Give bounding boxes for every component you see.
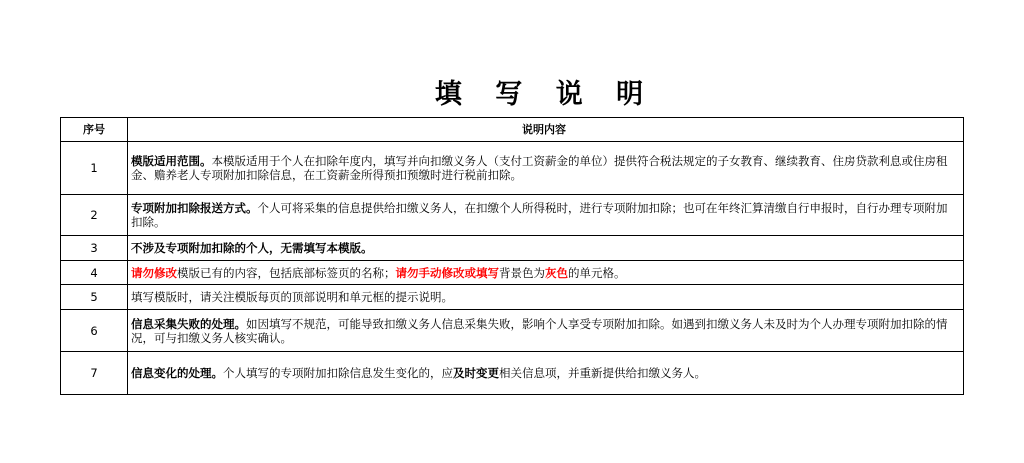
row-number-cell[interactable]: 5 bbox=[61, 285, 128, 310]
row-description-cell[interactable] bbox=[128, 142, 964, 195]
body-text: 如因填写不规范，可能导致扣缴义务人信息采集失败，影响个人享受专项附加扣除。如遇到扣缴义务人未及时为个人办理专项附加扣除的情况，可与扣缴义务人核实确认。 bbox=[131, 316, 948, 345]
row-description-cell[interactable] bbox=[128, 285, 964, 310]
body-text: 填写模版时，请关注模版每页的顶部说明和单元框的提示说明。 bbox=[131, 290, 453, 304]
table-row bbox=[61, 261, 964, 285]
row-description-cell[interactable] bbox=[128, 195, 964, 236]
bold-text: 不涉及专项附加扣除的个人，无需填写本模版。 bbox=[131, 241, 373, 255]
row-number-cell[interactable]: 3 bbox=[61, 236, 128, 261]
bold-text: 信息变化的处理。 bbox=[131, 366, 223, 380]
table-row bbox=[61, 310, 964, 352]
body-text: 背景色为 bbox=[499, 265, 545, 280]
row-number-cell[interactable]: 7 bbox=[61, 352, 128, 395]
warning-text: 请勿修改 bbox=[131, 265, 177, 280]
page-title: 填 写 说 明 bbox=[434, 79, 656, 110]
body-text: 本模版适用于个人在扣除年度内，填写并向扣缴义务人（支付工资薪金的单位）提供符合税法规定的子女教育、继续教育、住房贷款利息或住房租金、赡养老人专项附加扣除信息，在工资薪金所得预扣预缴时进行税前扣除。 bbox=[131, 154, 948, 182]
row-number-cell[interactable]: 4 bbox=[61, 261, 128, 285]
row-number-cell[interactable]: 1 bbox=[61, 142, 128, 195]
header-cell-desc[interactable]: 说明内容 bbox=[128, 118, 964, 142]
row-description-cell[interactable] bbox=[128, 352, 964, 395]
row-description-cell[interactable] bbox=[128, 310, 964, 352]
table-row bbox=[61, 236, 964, 261]
table-row bbox=[61, 195, 964, 236]
table-header-row bbox=[61, 118, 964, 142]
row-description-cell[interactable] bbox=[128, 236, 964, 261]
row-number-cell[interactable]: 2 bbox=[61, 195, 128, 236]
bold-text: 模版适用范围。 bbox=[131, 154, 212, 168]
body-text: 的单元格。 bbox=[568, 265, 626, 280]
body-text: 相关信息项，并重新提供给扣缴义务人。 bbox=[499, 366, 706, 380]
body-text: 模版已有的内容，包括底部标签页的名称； bbox=[177, 265, 396, 280]
table-row bbox=[61, 142, 964, 195]
table-row bbox=[61, 285, 964, 310]
row-description-cell[interactable] bbox=[128, 261, 964, 285]
warning-text: 请勿手动修改或填写 bbox=[395, 265, 499, 280]
instructions-table bbox=[60, 117, 964, 395]
body-text: 个人可将采集的信息提供给扣缴义务人，在扣缴个人所得税时，进行专项附加扣除；也可在年终汇算清缴自行申报时，自行办理专项附加扣除。 bbox=[131, 201, 948, 229]
header-cell-no[interactable]: 序号 bbox=[61, 118, 128, 142]
body-text: 个人填写的专项附加扣除信息发生变化的，应 bbox=[223, 366, 453, 380]
table-row bbox=[61, 352, 964, 395]
row-number-cell[interactable]: 6 bbox=[61, 310, 128, 352]
bold-text: 及时变更 bbox=[453, 366, 499, 380]
bold-text: 专项附加扣除报送方式。 bbox=[131, 201, 258, 215]
bold-text: 信息采集失败的处理。 bbox=[131, 316, 246, 331]
warning-text: 灰色 bbox=[545, 265, 568, 280]
